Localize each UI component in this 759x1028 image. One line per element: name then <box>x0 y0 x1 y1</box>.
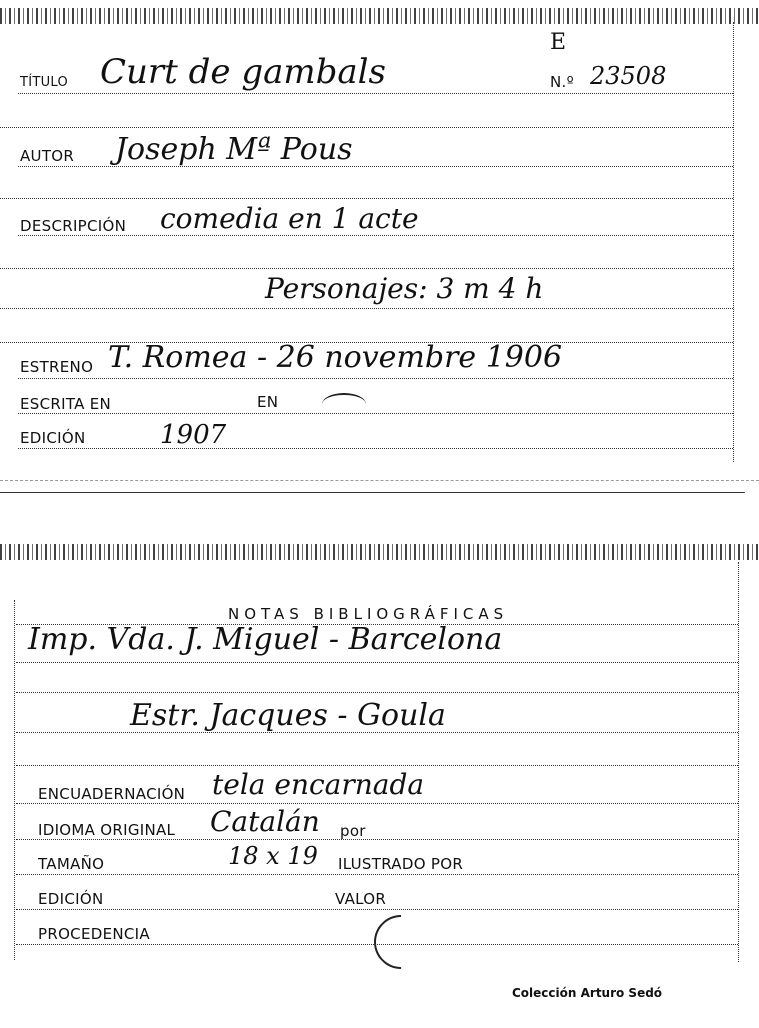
ruled-line <box>0 308 733 309</box>
tamano-label: TAMAÑO <box>38 855 105 873</box>
right-border <box>738 562 739 962</box>
notes-title: NOTAS BIBLIOGRÁFICAS <box>228 605 509 623</box>
autor-line <box>18 166 733 167</box>
edicion-line <box>18 448 733 449</box>
ilustrado-label: ILUSTRADO POR <box>338 855 464 873</box>
ruled-line <box>0 198 733 199</box>
autor-value: Joseph Mª Pous <box>115 132 353 167</box>
notes-line-1: Imp. Vda. J. Miguel - Barcelona <box>28 622 503 657</box>
ruled-line <box>16 662 738 663</box>
edicion-label: EDICIÓN <box>20 429 86 447</box>
tamano-line <box>16 874 738 875</box>
tamano-value: 18 x 19 <box>228 842 318 870</box>
procedencia-line <box>16 944 738 945</box>
ruled-line <box>16 765 738 766</box>
stamp-arc <box>322 393 366 415</box>
titulo-label: TÍTULO <box>20 75 69 90</box>
procedencia-label: PROCEDENCIA <box>38 925 150 943</box>
faint-line <box>0 480 759 481</box>
por-label: por <box>340 822 366 840</box>
idioma-line <box>16 839 738 840</box>
numero-value: 23508 <box>590 62 667 90</box>
escrita-en-label: ESCRITA EN <box>20 395 112 413</box>
encuadernacion-value: tela encarnada <box>212 768 425 801</box>
numero-mark: E <box>550 30 567 55</box>
ruled-line <box>0 127 733 128</box>
encuadernacion-line <box>16 803 738 804</box>
escrita-line <box>18 413 733 414</box>
card-bottom-edge <box>0 492 745 493</box>
descripcion-value: comedia en 1 acte <box>160 202 419 235</box>
autor-label: AUTOR <box>20 147 75 165</box>
idioma-value: Catalán <box>210 805 320 838</box>
catalog-card-front <box>0 0 759 495</box>
encuadernacion-label: ENCUADERNACIÓN <box>38 785 186 803</box>
left-border <box>14 600 15 960</box>
idioma-label: IDIOMA ORIGINAL <box>38 821 176 839</box>
edicion-label-2: EDICIÓN <box>38 890 104 908</box>
collection-credit: Colección Arturo Sedó <box>512 986 663 1000</box>
estreno-label: ESTRENO <box>20 358 94 376</box>
descripcion-label: DESCRIPCIÓN <box>20 217 127 235</box>
ruled-line <box>16 732 738 733</box>
top-speckled-edge <box>0 8 759 24</box>
right-border <box>733 22 734 462</box>
valor-label: VALOR <box>335 890 387 908</box>
ruled-line <box>16 692 738 693</box>
stamp-circle <box>363 904 439 980</box>
estreno-line <box>18 378 733 379</box>
descripcion-line <box>18 235 733 236</box>
notes-line-2: Estr. Jacques - Goula <box>130 698 446 733</box>
edicion-line-2 <box>16 909 738 910</box>
personajes-value: Personajes: 3 m 4 h <box>265 272 544 305</box>
titulo-value: Curt de gambals <box>100 52 386 92</box>
titulo-line <box>18 93 733 94</box>
numero-label: N.º <box>550 73 574 91</box>
catalog-card-back <box>0 540 759 1028</box>
ruled-line <box>0 268 733 269</box>
en-label: EN <box>257 393 279 411</box>
edicion-value: 1907 <box>160 420 227 450</box>
estreno-value: T. Romea - 26 novembre 1906 <box>108 340 563 375</box>
top-speckled-edge <box>0 544 759 560</box>
